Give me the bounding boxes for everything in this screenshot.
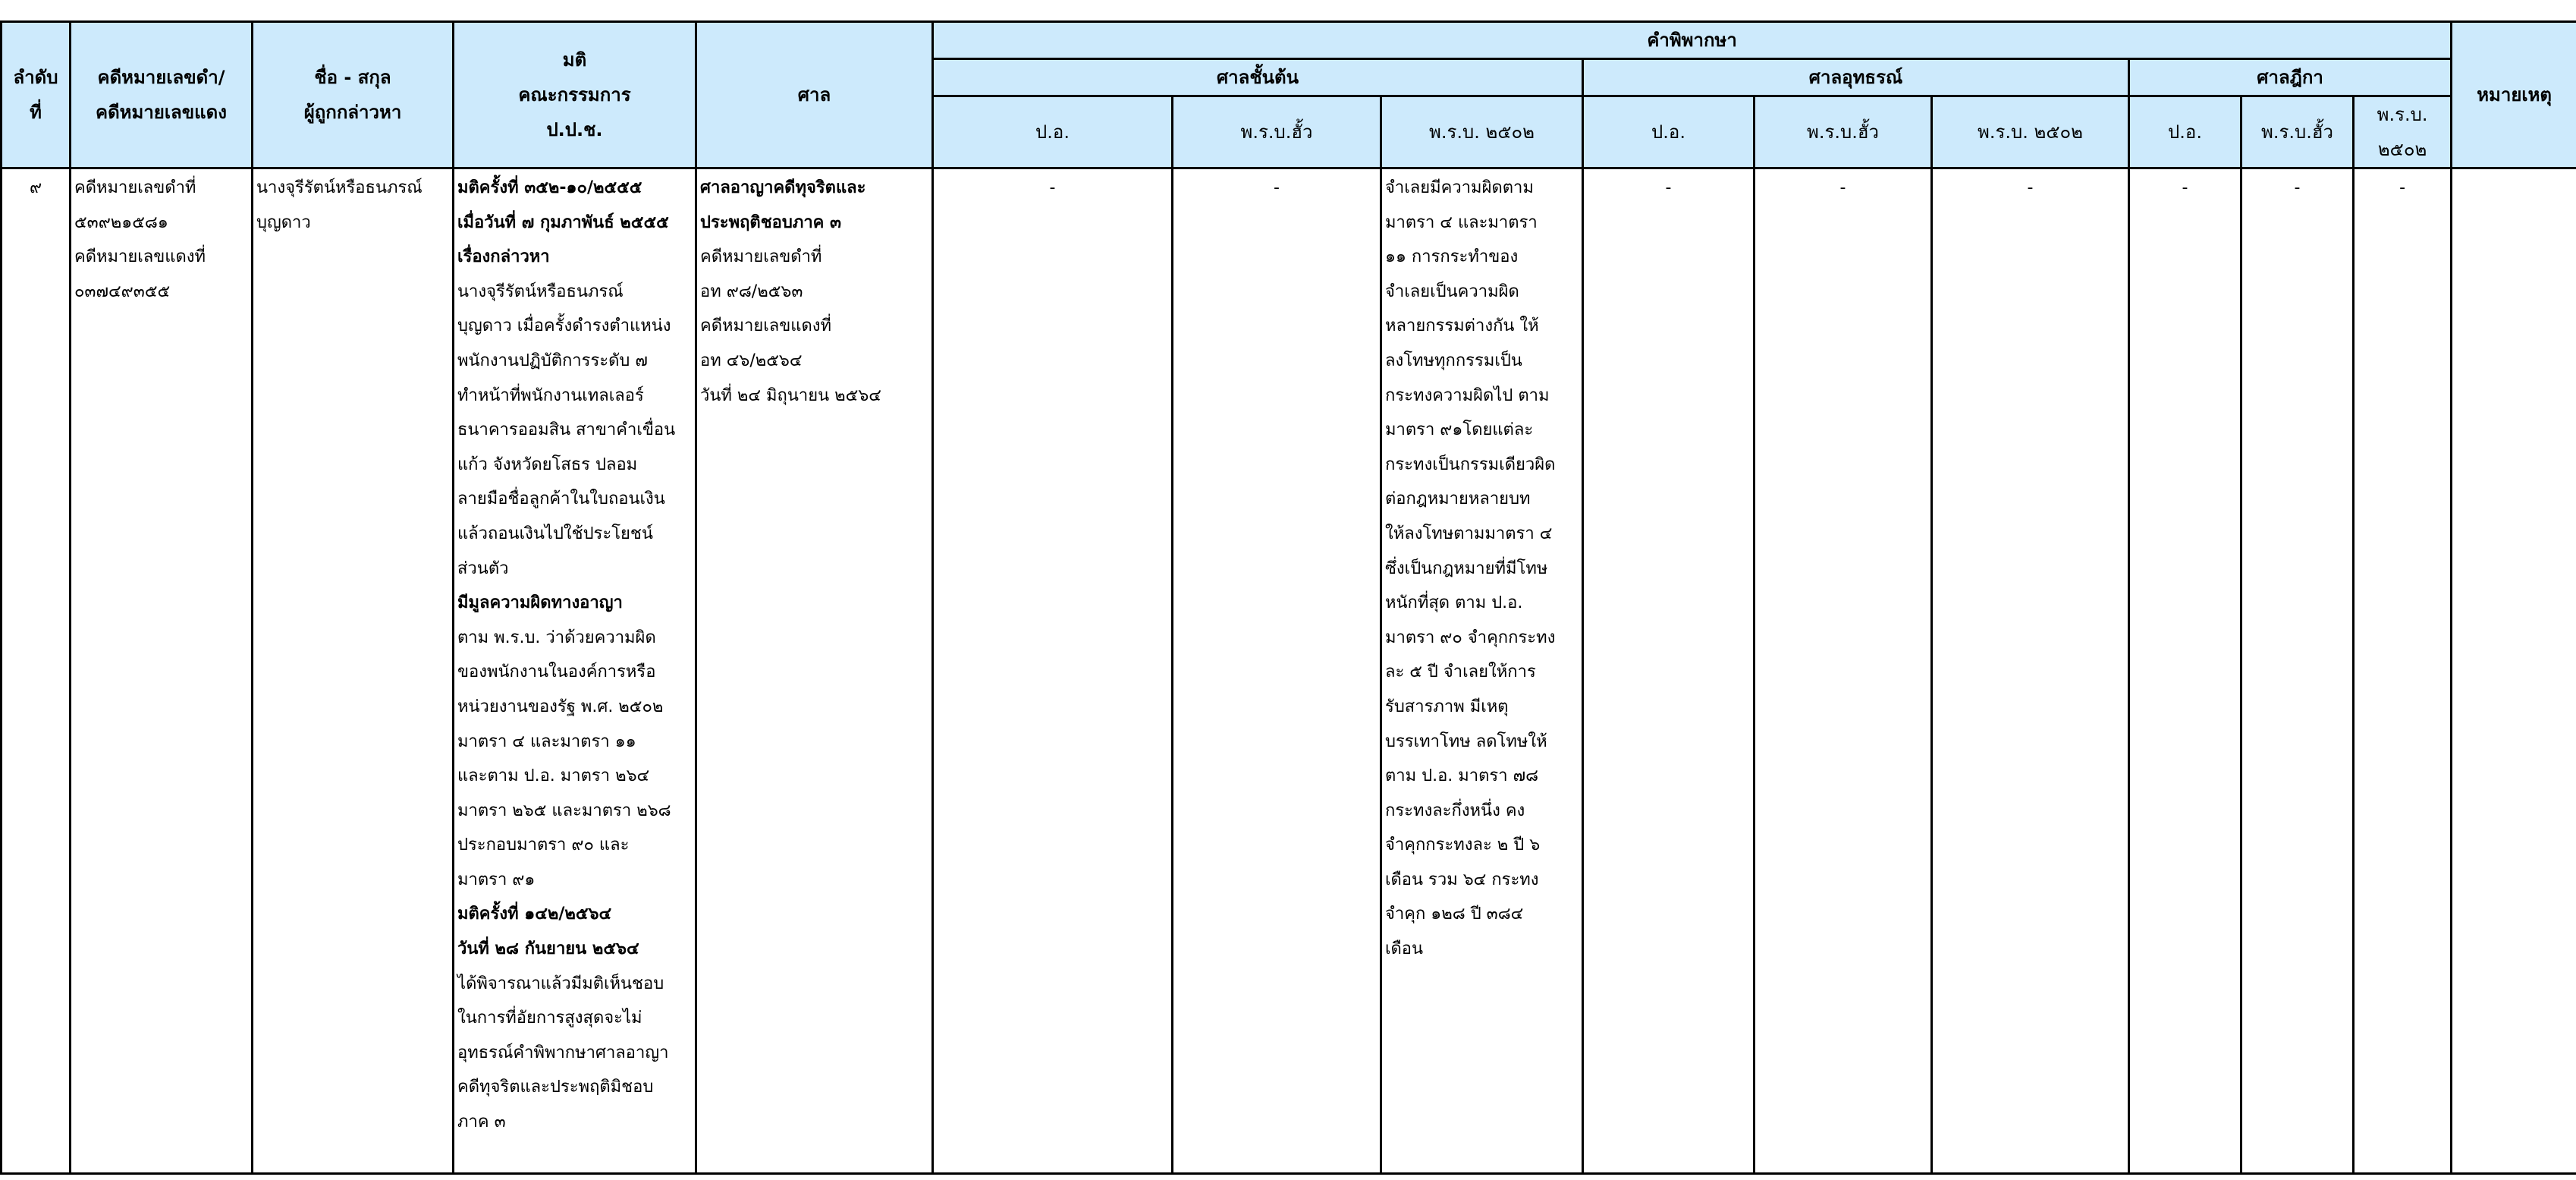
judgment-line: มาตรา ๙๐ จำคุกกระทง [1385, 628, 1556, 647]
resolution-line: มาตรา ๙๑ [457, 870, 536, 889]
cell-appeal-ua: - [1755, 168, 1932, 1174]
judgment-line: มาตรา ๙๑โดยแต่ละ [1385, 420, 1534, 440]
name-line: นางจุรีรัตน์หรือธนภรณ์ [256, 178, 423, 197]
header-case-no [71, 22, 253, 168]
cell-appeal-2502: - [1932, 168, 2129, 1174]
resolution-line: มาตรา ๒๖๕ และมาตรา ๒๖๘ [457, 801, 671, 820]
judgment-line: กระทงเป็นกรรมเดียวผิด [1385, 455, 1556, 474]
judgment-line: จำคุกกระทงละ ๒ ปี ๖ [1385, 835, 1541, 855]
judgment-line: ให้ลงโทษตามมาตรา ๔ [1385, 524, 1553, 543]
cell-first-2502 [1381, 168, 1583, 1174]
judgment-line: จำเลยเป็นความผิด [1385, 282, 1519, 301]
resolution-line: และตาม ป.อ. มาตรา ๒๖๔ [457, 766, 650, 786]
header-first-ua: พ.ร.บ.ฮั้ว [1173, 96, 1381, 168]
header-first-instance: ศาลชั้นต้น [933, 59, 1583, 96]
judgment-line: จำคุก ๑๒๘ ปี ๓๘๔ [1385, 905, 1524, 924]
resolution-line: หน่วยงานของรัฐ พ.ศ. ๒๕๐๒ [457, 697, 664, 716]
table-row [2, 168, 2576, 1174]
resolution-line: พนักงานปฏิบัติการระดับ ๗ [457, 351, 648, 370]
resolution-line: ได้พิจารณาแล้วมีมติเห็นชอบ [457, 974, 664, 993]
resolution-line: แก้ว จังหวัดยโสธร ปลอม [457, 455, 638, 474]
header-judgment: คำพิพากษา [933, 22, 2452, 59]
header-text: ผู้ถูกกล่าวหา [303, 102, 402, 123]
court-line: ประพฤติชอบภาค ๓ [700, 212, 842, 232]
header-text: ลำดับ [13, 67, 58, 88]
judgment-line: ต่อกฎหมายหลายบท [1385, 489, 1531, 509]
cell-first-po: - [933, 168, 1173, 1174]
header-first-po: ป.อ. [933, 96, 1173, 168]
cell-appeal-po: - [1583, 168, 1755, 1174]
judgment-line: จำเลยมีความผิดตาม [1385, 178, 1534, 197]
header-name [253, 22, 454, 168]
header-resolution [454, 22, 696, 168]
cell-supreme-ua: - [2241, 168, 2354, 1174]
resolution-line: ธนาคารออมสิน สาขาคำเขื่อน [457, 420, 676, 440]
header-text: ๒๕๐๒ [2377, 139, 2427, 160]
judgment-line: รับสารภาพ มีเหตุ [1385, 697, 1509, 716]
header-supreme-po: ป.อ. [2129, 96, 2241, 168]
cell-first-ua: - [1173, 168, 1381, 1174]
judgment-line: ตาม ป.อ. มาตรา ๗๘ [1385, 766, 1539, 786]
court-line: อท ๙๘/๒๕๖๓ [700, 282, 803, 301]
resolution-line: มาตรา ๔ และมาตรา ๑๑ [457, 732, 636, 751]
header-appeal-ua: พ.ร.บ.ฮั้ว [1755, 96, 1932, 168]
case-no-line: คดีหมายเลขดำที่ [74, 178, 196, 197]
resolution-line: เมื่อวันที่ ๗ กุมภาพันธ์ ๒๕๕๕ [457, 212, 669, 232]
cell-no: ๙ [2, 168, 71, 1174]
case-table [0, 20, 2576, 1175]
header-remark: หมายเหตุ [2452, 22, 2576, 168]
resolution-line: ส่วนตัว [457, 559, 509, 578]
resolution-line: คดีทุจริตและประพฤติมิชอบ [457, 1078, 654, 1097]
header-text: ป.ป.ช. [546, 119, 603, 140]
header-text: ชื่อ - สกุล [314, 67, 391, 88]
cell-court [696, 168, 933, 1174]
header-first-2502: พ.ร.บ. ๒๕๐๒ [1381, 96, 1583, 168]
header-appeal-po: ป.อ. [1583, 96, 1755, 168]
judgment-line: บรรเทาโทษ ลดโทษให้ [1385, 732, 1547, 751]
resolution-line: ประกอบมาตรา ๙๐ และ [457, 835, 630, 855]
resolution-line: มติครั้งที่ ๑๔๒/๒๕๖๔ [457, 905, 612, 924]
header-text: คดีหมายเลขดำ/ [97, 67, 225, 88]
judgment-line: ลงโทษทุกกรรมเป็น [1385, 351, 1522, 370]
header-text: คดีหมายเลขแดง [96, 102, 227, 123]
judgment-line: ซึ่งเป็นกฎหมายที่มีโทษ [1385, 559, 1548, 578]
header-supreme-2502 [2354, 96, 2452, 168]
header-text: ที่ [30, 102, 42, 123]
resolution-line: ของพนักงานในองค์การหรือ [457, 662, 656, 682]
cell-supreme-po: - [2129, 168, 2241, 1174]
case-no-line: ๐๓๗๔๙๓๕๕ [74, 282, 171, 301]
resolution-line: วันที่ ๒๘ กันยายน ๒๕๖๔ [457, 939, 639, 959]
resolution-line: อุทธรณ์คำพิพากษาศาลอาญา [457, 1043, 669, 1062]
header-no [2, 22, 71, 168]
name-line: บุญดาว [256, 212, 311, 232]
judgment-line: มาตรา ๔ และมาตรา [1385, 212, 1538, 232]
judgment-line: หนักที่สุด ตาม ป.อ. [1385, 593, 1523, 613]
resolution-line: เรื่องกล่าวหา [457, 247, 550, 267]
header-text: พ.ร.บ. [2377, 104, 2428, 125]
header-text: คณะกรรมการ [518, 84, 631, 105]
header-text: มติ [562, 49, 587, 71]
resolution-line: มีมูลความผิดทางอาญา [457, 593, 623, 613]
resolution-line: แล้วถอนเงินไปใช้ประโยชน์ [457, 524, 653, 543]
header-appeal: ศาลอุทธรณ์ [1583, 59, 2129, 96]
header-supreme: ศาลฎีกา [2129, 59, 2452, 96]
judgment-line: เดือน รวม ๖๔ กระทง [1385, 870, 1539, 889]
court-line: คดีหมายเลขแดงที่ [700, 316, 832, 336]
resolution-line: ลายมือชื่อลูกค้าในใบถอนเงิน [457, 489, 665, 509]
court-line: อท ๔๖/๒๕๖๔ [700, 351, 803, 370]
resolution-line: นางจุรีรัตน์หรือธนภรณ์ [457, 282, 624, 301]
cell-name [253, 168, 454, 1174]
judgment-line: เดือน [1385, 939, 1424, 959]
header-court: ศาล [696, 22, 933, 168]
court-line: วันที่ ๒๔ มิถุนายน ๒๕๖๔ [700, 385, 881, 405]
header-appeal-2502: พ.ร.บ. ๒๕๐๒ [1932, 96, 2129, 168]
judgment-line: หลายกรรมต่างกัน ให้ [1385, 316, 1539, 336]
cell-remark [2452, 168, 2576, 1174]
resolution-line: บุญดาว เมื่อครั้งดำรงตำแหน่ง [457, 316, 671, 336]
court-line: คดีหมายเลขดำที่ [700, 247, 822, 267]
case-no-line: คดีหมายเลขแดงที่ [74, 247, 206, 267]
cell-supreme-2502: - [2354, 168, 2452, 1174]
resolution-line: ในการที่อัยการสูงสุดจะไม่ [457, 1009, 642, 1028]
resolution-line: ทำหน้าที่พนักงานเทลเลอร์ [457, 385, 644, 405]
resolution-line: ภาค ๓ [457, 1112, 506, 1132]
case-no-line: ๕๓๙๒๑๕๘๑ [74, 212, 168, 232]
judgment-line: กระทงละกึ่งหนึ่ง คง [1385, 801, 1525, 820]
resolution-line: มติครั้งที่ ๓๕๒-๑๐/๒๕๕๕ [457, 178, 642, 197]
header-supreme-ua: พ.ร.บ.ฮั้ว [2241, 96, 2354, 168]
court-line: ศาลอาญาคดีทุจริตและ [700, 178, 866, 197]
resolution-line: ตาม พ.ร.บ. ว่าด้วยความผิด [457, 628, 656, 647]
judgment-line: ละ ๕ ปี จำเลยให้การ [1385, 662, 1536, 682]
judgment-line: ๑๑ การกระทำของ [1385, 247, 1519, 267]
cell-resolution [454, 168, 696, 1174]
judgment-line: กระทงความผิดไป ตาม [1385, 385, 1550, 405]
cell-case-no [71, 168, 253, 1174]
